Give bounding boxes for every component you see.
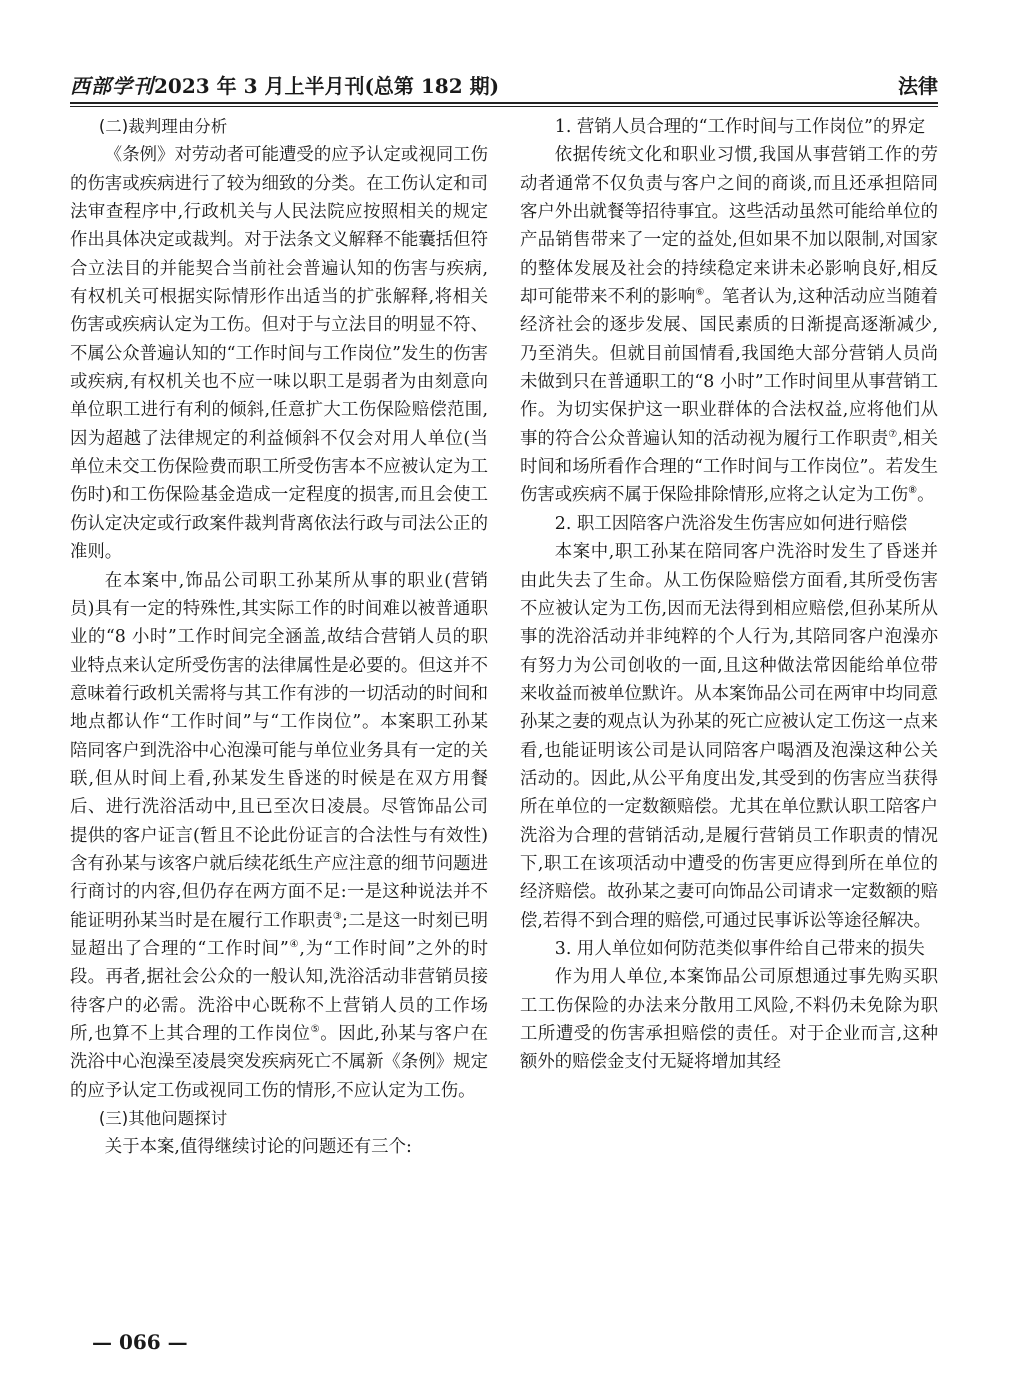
footnote-marker: ③ <box>332 910 342 922</box>
journal-logo: 西部学刊 <box>70 74 154 98</box>
section-heading: (三)其他问题探讨 <box>98 1109 228 1129</box>
subheading: 2. 职工因陪客户洗浴发生伤害应如何进行赔偿 <box>554 513 908 534</box>
header-rule-thin <box>70 106 938 107</box>
paragraph: 关于本案,值得继续讨论的问题还有三个: <box>104 1137 412 1158</box>
section-heading: (二)裁判理由分析 <box>98 117 228 136</box>
footnote-marker: ⑥ <box>695 287 705 299</box>
right-column <box>520 113 938 1077</box>
footnote-marker: ⑧ <box>908 485 918 497</box>
journal-issue <box>70 70 499 99</box>
subheading: 1. 营销人员合理的“工作时间与工作岗位”的界定 <box>554 117 926 137</box>
subheading: 3. 用人单位如何防范类似事件给自己带来的损失 <box>554 938 925 959</box>
section-label: 法律 <box>898 74 938 98</box>
running-header <box>70 68 938 98</box>
footnote-marker: ④ <box>288 939 300 951</box>
page-number: — 066 — <box>92 1330 188 1354</box>
issue-label: 2023 年 3 月上半月刊(总第 182 期) <box>154 74 500 98</box>
paragraph: 在本案中,饰品公司职工孙某所从事的职业(营销员)具有一定的特殊性,其实际工作的时间难以被普通职业的“8 小时”工作时间完全涵盖,故结合营销人员的职业特点来认定所受伤害的法律属性是必要的。但这并不意味着行政机关需将与其工作有涉的一切活动的时间和地点都认作“工作时间”与“工作岗位”。本案职工孙某陪同客户到洗浴中心泡澡可能与单位业务具有一定的关联,但从时间上看,孙某发生昏迷的时候是在双方用餐后、进行洗浴活动中,且已至次日凌晨。尽管饰品公司提供的客户证言(暂且不论此份证言的合法性与有效性)含有孙某与该客户就后续花纸生产应注意的细节问题进行商讨的内容,但仍存在两方面不足:一是这种说法并不能证明孙某当时是在履行工作职责③;二是这一时刻已明显超出了合理的“工作时间”④,为“工作时间”之外的时段。再者,据社会公众的一般认知,洗浴活动非营销员接待客户的必需。洗浴中心既称不上营销人员的工作场所,也算不上其合理的工作岗位⑤。因此,孙某与客户在洗浴中心泡澡至凌晨突发疾病死亡不属新《条例》规定的应予认定工伤或视同工伤的情形,不应认定为工伤。 <box>70 570 488 1101</box>
header-rule <box>70 102 938 104</box>
paragraph: 作为用人单位,本案饰品公司原想通过事先购买职工工伤保险的办法来分散用工风险,不料仍未免除为职工所遭受的伤害承担赔偿的责任。对于企业而言,这种额外的赔偿金支付无疑将增加其经 <box>520 967 938 1073</box>
paragraph: 依据传统文化和职业习惯,我国从事营销工作的劳动者通常不仅负责与客户之间的商谈,而且还承担陪同客户外出就餐等招待事宜。这些活动虽然可能给单位的产品销售带来了一定的益处,但如果不加以限制,对国家的整体发展及社会的持续稳定来讲未必影响良好,相反却可能带来不利的影响⑥。笔者认为,这种活动应当随着经济社会的逐步发展、国民素质的日渐提高逐渐减少,乃至消失。但就目前国情看,我国绝大部分营销人员尚未做到只在普通职工的“8 小时”工作时间里从事营销工作。为切实保护这一职业群体的合法权益,应将他们从事的符合公众普遍认知的活动视为履行工作职责⑦,相关时间和场所看作合理的“工作时间与工作岗位”。若发生伤害或疾病不属于保险排除情形,应将之认定为工伤⑧。 <box>520 145 939 506</box>
paragraph: 本案中,职工孙某在陪同客户洗浴时发生了昏迷并由此失去了生命。从工伤保险赔偿方面看,其所受伤害不应被认定为工伤,因而无法得到相应赔偿,但孙某所从事的洗浴活动并非纯粹的个人行为,其陪同客户泡澡亦有努力为公司创收的一面,且这种做法常因能给单位带来收益而被单位默许。从本案饰品公司在两审中均同意孙某之妻的观点认为孙某的死亡应被认定工伤这一点来看,也能证明该公司是认同陪客户喝酒及泡澡这种公关活动的。因此,从公平角度出发,其受到的伤害应当获得所在单位的一定数额赔偿。尤其在单位默认职工陪客户洗浴为合理的营销活动,是履行营销员工作职责的情况下,职工在该项活动中遭受的伤害更应得到所在单位的经济赔偿。故孙某之妻可向饰品公司请求一定数额的赔偿,若得不到合理的赔偿,可通过民事诉讼等途径解决。 <box>520 542 938 931</box>
footnote-marker: ⑦ <box>888 428 898 440</box>
left-column <box>70 113 488 1162</box>
paragraph: 《条例》对劳动者可能遭受的应予认定或视同工伤的伤害或疾病进行了较为细致的分类。在工伤认定和司法审查程序中,行政机关与人民法院应按照相关的规定作出具体决定或裁判。对于法条文义解释不能囊括但符合立法目的并能契合当前社会普遍认知的伤害与疾病,有权机关可根据实际情形作出适当的扩张解释,将相关伤害或疾病认定为工伤。但对于与立法目的明显不符、不属公众普遍认知的“工作时间与工作岗位”发生的伤害或疾病,有权机关也不应一味以职工是弱者为由刻意向单位职工进行有利的倾斜,任意扩大工伤保险赔偿范围,因为超越了法律规定的利益倾斜不仅会对用人单位(当单位未交工伤保险费而职工所受伤害本不应被认定为工伤时)和工伤保险基金造成一定程度的损害,而且会使工伤认定决定或行政案件裁判背离依法行政与司法公正的准则。 <box>70 145 488 563</box>
footnote-marker: ⑤ <box>310 1024 321 1036</box>
